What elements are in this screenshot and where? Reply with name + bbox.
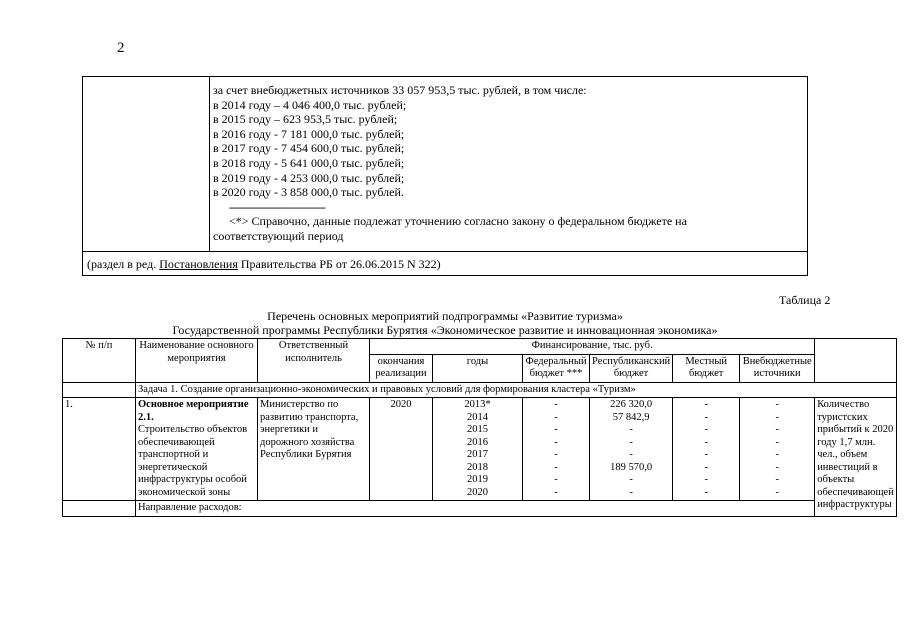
extra-cell: - [775,486,779,498]
funding-line: в 2016 году - 7 181 000,0 тыс. рублей; [213,126,405,141]
year-cell: 2018 [467,461,488,473]
local-cell: - [704,486,708,498]
local-cell: - [704,411,708,423]
republic-cell: - [629,486,633,498]
amendment-note [87,257,441,272]
year-cell: 2020 [467,486,488,498]
resolution-link[interactable]: Постановления [159,257,238,271]
extra-cell: - [775,424,779,435]
extra-column [740,398,815,501]
amend-prefix: (раздел в ред. [87,257,160,271]
republic-cell: - [629,424,633,435]
local-cell: - [704,449,708,460]
row-name-title: Основное мероприятие 2.1. [138,399,249,423]
federal-column [523,398,590,501]
extra-cell: - [775,399,779,410]
republic-cell: 226 320,0 [610,399,653,410]
row-divider [83,251,807,252]
republic-cell: 189 570,0 [610,461,653,473]
funding-line: в 2014 году – 4 046 400,0 тыс. рублей; [213,97,407,112]
republic-cell: - [629,449,633,460]
table-label: Таблица 2 [779,293,831,307]
amend-suffix: Правительства РБ от 26.06.2015 N 322) [237,257,441,271]
footnote-text-cont: соответствующий период [213,228,344,243]
row-num: 1. [63,398,136,501]
upper-section [82,76,808,276]
funding-line: в 2015 году – 623 953,5 тыс. рублей; [213,112,398,127]
republic-cell: - [629,474,633,485]
header-federal: Федеральный бюджет *** [523,354,590,382]
table-title-line: Перечень основных мероприятий подпрограммы «Развитие туризма» [267,309,623,323]
header-end: окончания реализации [370,354,433,382]
funding-line: в 2019 году - 4 253 000,0 тыс. рублей; [213,170,405,185]
federal-cell: - [554,399,558,410]
funding-line: за счет внебюджетных источников 33 057 953,5 тыс. рублей, в том числе: [213,83,587,97]
direction-row: Направление расходов: [136,501,815,517]
header-extra: Внебюджетные источники [740,354,815,382]
header-financing: Финансирование, тыс. руб. [370,339,815,355]
row-end-year: 2020 [370,398,433,501]
row-name-desc: Строительство объектов обеспечивающей транспортной и энергетической инфраструктуры особой экономической зоны [138,424,248,498]
funding-text [213,83,687,244]
extra-cell: - [775,461,779,473]
direction-num-cell [63,501,136,517]
table-title-line: Государственной программы Республики Бурятия «Экономическое развитие и инновационная экономика» [172,323,718,337]
task-num-cell [63,382,136,398]
year-cell: 2015 [467,424,488,435]
header-executor: Ответственный исполнитель [258,339,370,383]
republic-cell: - [629,436,633,448]
year-cell: 2013* [464,399,491,410]
header-result [815,339,897,383]
year-cell: 2017 [467,449,488,460]
years-column [433,398,523,501]
federal-cell: - [554,424,558,435]
local-cell: - [704,436,708,448]
funding-line: в 2017 году - 7 454 600,0 тыс. рублей; [213,141,405,156]
row-executor: Министерство по развитию транспорта, энергетики и дорожного хозяйства Республики Бурятия [258,398,370,501]
federal-cell: - [554,461,558,473]
funding-line: в 2020 году - 3 858 000,0 тыс. рублей. [213,185,404,200]
year-cell: 2019 [467,474,488,485]
extra-cell: - [775,411,779,423]
republic-column [590,398,673,501]
federal-cell: - [554,486,558,498]
local-cell: - [704,399,708,410]
table-title [82,309,808,337]
local-cell: - [704,474,708,485]
republic-cell: 57 842,9 [612,411,650,423]
header-name: Наименование основного мероприятия [136,339,258,383]
header-local: Местный бюджет [673,354,740,382]
column-divider [209,77,210,251]
local-cell: - [704,461,708,473]
page-number: 2 [117,40,125,56]
year-cell: 2016 [467,436,488,448]
header-num: № п/п [63,339,136,383]
funding-line: в 2018 году - 5 641 000,0 тыс. рублей; [213,155,405,170]
measures-table [62,338,897,517]
header-republic: Республиканский бюджет [590,354,673,382]
extra-cell: - [775,449,779,460]
task-row: Задача 1. Создание организационно-экономических и правовых условий для формирования кластера «Туризм» [136,382,897,398]
row-result: Количество туристских прибытий к 2020 году 1,7 млн. чел., объем инвестиций в объекты обеспечивающей инфраструктуры [815,398,897,517]
footnote-text: <*> Справочно, данные подлежат уточнению согласно закону о федеральном бюджете на [229,214,687,229]
federal-cell: - [554,474,558,485]
header-years: годы [433,354,523,382]
extra-cell: - [775,474,779,485]
year-cell: 2014 [467,411,488,423]
extra-cell: - [775,436,779,448]
row-name [136,398,258,501]
federal-cell: - [554,411,558,423]
local-cell: - [704,424,708,435]
federal-cell: - [554,449,558,460]
federal-cell: - [554,436,558,448]
footnote-separator: -------------------------------- [229,199,325,214]
local-column [673,398,740,501]
